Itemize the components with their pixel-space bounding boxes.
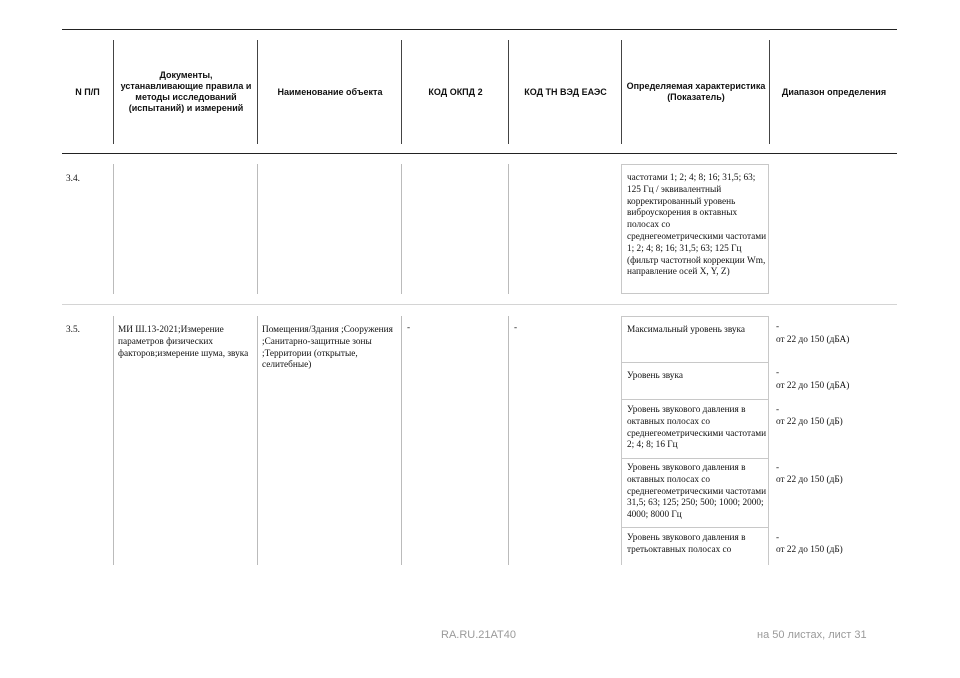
header-col-divider xyxy=(769,40,770,144)
characteristic-box xyxy=(621,316,769,363)
header-top-rule xyxy=(62,29,897,30)
range-dash: - xyxy=(776,368,780,378)
range-value: от 22 до 150 (дБ) xyxy=(776,417,843,427)
characteristic-text: частотами 1; 2; 4; 8; 16; 31,5; 63; 125 Гц / эквивалентный корректированный уровень виброускорения в октавных полосах со среднегеометрическими частотами 1; 2; 4; 8; 16; 31,5; 63; 125 Гц (фильтр частотной коррекции Wm, направление осей X, Y, Z) xyxy=(627,173,767,278)
header-col-divider xyxy=(621,40,622,144)
tnved-value: - xyxy=(514,323,518,333)
row-col-divider xyxy=(401,316,402,565)
characteristic-text: Максимальный уровень звука xyxy=(627,325,746,335)
row-col-divider xyxy=(257,164,258,294)
range-dash: - xyxy=(776,405,780,415)
row-number: 3.4. xyxy=(66,174,80,184)
characteristic-text: Уровень звукового давления в октавных полосах со среднегеометрическими частотами 2; 4; 8; 16 Гц xyxy=(627,405,767,451)
row-col-divider xyxy=(113,316,114,565)
row-col-divider xyxy=(508,164,509,294)
header-object-name: Наименование объекта xyxy=(277,86,383,97)
range-value: от 22 до 150 (дБА) xyxy=(776,381,850,391)
header-col-divider xyxy=(401,40,402,144)
header-range: Диапазон определения xyxy=(781,86,887,97)
row-col-divider xyxy=(113,164,114,294)
header-col-divider xyxy=(113,40,114,144)
header-col-divider xyxy=(257,40,258,144)
header-okpd-code: КОД ОКПД 2 xyxy=(428,86,483,97)
range-dash: - xyxy=(776,322,780,332)
characteristic-text: Уровень звука xyxy=(627,371,683,381)
document-text: МИ Ш.13-2021;Измерение параметров физических факторов;измерение шума, звука xyxy=(118,325,249,359)
range-dash: - xyxy=(776,463,780,473)
okpd-value: - xyxy=(407,323,411,333)
row-col-divider xyxy=(257,316,258,565)
header-col-divider xyxy=(508,40,509,144)
row-number: 3.5. xyxy=(66,325,80,335)
row-separator xyxy=(62,304,897,305)
object-text: Помещения/Здания ;Сооружения ;Санитарно-защитные зоны ;Территории (открытые, селитебные) xyxy=(262,325,393,371)
range-value: от 22 до 150 (дБА) xyxy=(776,335,850,345)
footer-page-info: на 50 листах, лист 31 xyxy=(757,629,867,641)
header-characteristic: Определяемая характеристика (Показатель) xyxy=(626,81,766,102)
header-tnved-code: КОД ТН ВЭД ЕАЭС xyxy=(524,86,607,97)
footer-doc-id: RA.RU.21AT40 xyxy=(441,629,516,641)
row-col-divider xyxy=(508,316,509,565)
range-value: от 22 до 150 (дБ) xyxy=(776,545,843,555)
row-col-divider xyxy=(401,164,402,294)
characteristic-text: Уровень звукового давления в третьоктавных полосах со xyxy=(627,533,746,555)
range-value: от 22 до 150 (дБ) xyxy=(776,475,843,485)
header-number: N П/П xyxy=(75,86,100,97)
header-documents: Документы, устанавливающие правила и методы исследований (испытаний) и измерений xyxy=(120,70,252,113)
range-dash: - xyxy=(776,533,780,543)
characteristic-text: Уровень звукового давления в октавных полосах со среднегеометрическими частотами 31,5; 63; 125; 250; 500; 1000; 2000; 4000; 8000 Гц xyxy=(627,463,767,521)
header-bottom-rule xyxy=(62,153,897,154)
